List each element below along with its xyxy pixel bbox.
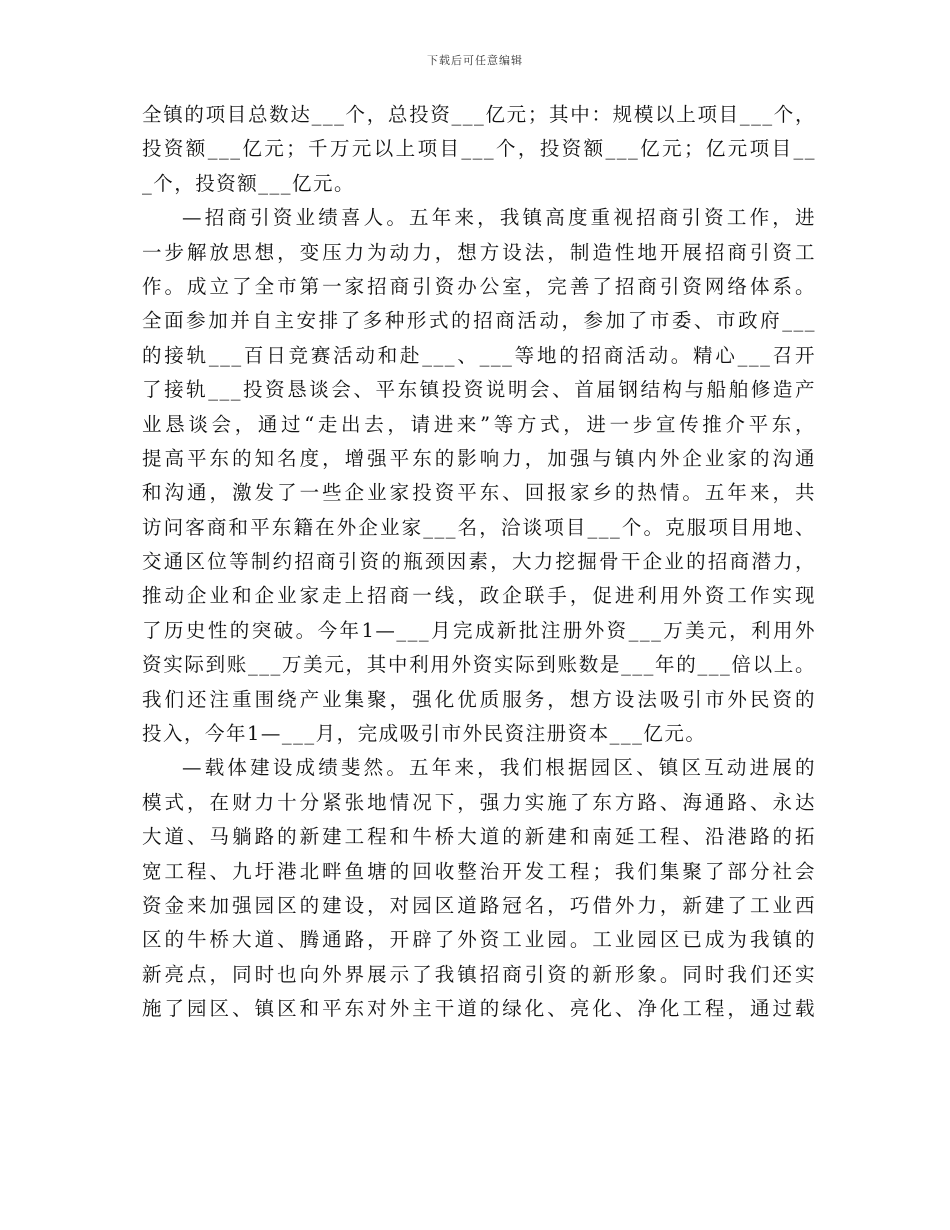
text-line: 宽工程、九圩港北畔鱼塘的回收整治开发工程；我们集聚了部分社会	[142, 859, 816, 883]
text-line: 了历史性的突破。今年1—___月完成新批注册外资___万美元，利用外	[142, 618, 816, 642]
text-line: 的接轨___百日竞赛活动和赴___、___等地的招商活动。精心___召开	[142, 343, 816, 367]
text-line: 全镇的项目总数达___个，总投资___亿元；其中：规模以上项目___个，	[142, 103, 816, 126]
text-line: 全面参加并自主安排了多种形式的招商活动，参加了市委、市政府___	[142, 309, 816, 333]
text-line: 施了园区、镇区和平东对外主干道的绿化、亮化、净化工程，通过载	[142, 997, 816, 1021]
text-line: 推动企业和企业家走上招商一线，政企联手，促进利用外资工作实现	[142, 584, 816, 608]
body-text	[142, 98, 816, 1027]
paragraph-start-line: —招商引资业绩喜人。五年来，我镇高度重视招商引资工作，进	[182, 206, 816, 230]
text-line: 提高平东的知名度，增强平东的影响力，加强与镇内外企业家的沟通	[142, 446, 816, 470]
text-line: 大道、马躺路的新建工程和牛桥大道的新建和南延工程、沿港路的拓	[142, 825, 816, 849]
paragraph-start-line: —载体建设成绩斐然。五年来，我们根据园区、镇区互动进展的	[182, 756, 816, 780]
text-line: 投入，今年1—___月，完成吸引市外民资注册资本___亿元。	[142, 722, 707, 746]
text-line: 资金来加强园区的建设，对园区道路冠名，巧借外力，新建了工业西	[142, 893, 816, 917]
text-line: 区的牛桥大道、腾通路，开辟了外资工业园。工业园区已成为我镇的	[142, 928, 816, 952]
text-line: 新亮点，同时也向外界展示了我镇招商引资的新形象。同时我们还实	[142, 962, 816, 986]
text-line: 业恳谈会，通过“走出去，请进来”等方式，进一步宣传推介平东，	[142, 412, 816, 436]
text-line: 一步解放思想，变压力为动力，想方设法，制造性地开展招商引资工	[142, 240, 816, 264]
text-line: 投资额___亿元；千万元以上项目___个，投资额___亿元；亿元项目__	[142, 137, 816, 161]
text-line: 交通区位等制约招商引资的瓶颈因素，大力挖掘骨干企业的招商潜力，	[142, 550, 816, 574]
text-line: 访问客商和平东籍在外企业家___名，洽谈项目___个。克服项目用地、	[142, 515, 816, 539]
text-line: 资实际到账___万美元，其中利用外资实际到账数是___年的___倍以上。	[142, 653, 816, 677]
text-line: 模式，在财力十分紧张地情况下，强力实施了东方路、海通路、永达	[142, 790, 816, 814]
text-line: 和沟通，激发了一些企业家投资平东、回报家乡的热情。五年来，共	[142, 481, 816, 505]
text-line: 我们还注重围绕产业集聚，强化优质服务，想方设法吸引市外民资的	[142, 687, 816, 711]
page-header: 下载后可任意编辑	[427, 54, 523, 67]
text-line: _个，投资额___亿元。	[142, 171, 356, 195]
text-line: 了接轨___投资恳谈会、平东镇投资说明会、首届钢结构与船舶修造产	[142, 378, 816, 402]
text-line: 作。成立了全市第一家招商引资办公室，完善了招商引资网络体系。	[142, 274, 816, 298]
